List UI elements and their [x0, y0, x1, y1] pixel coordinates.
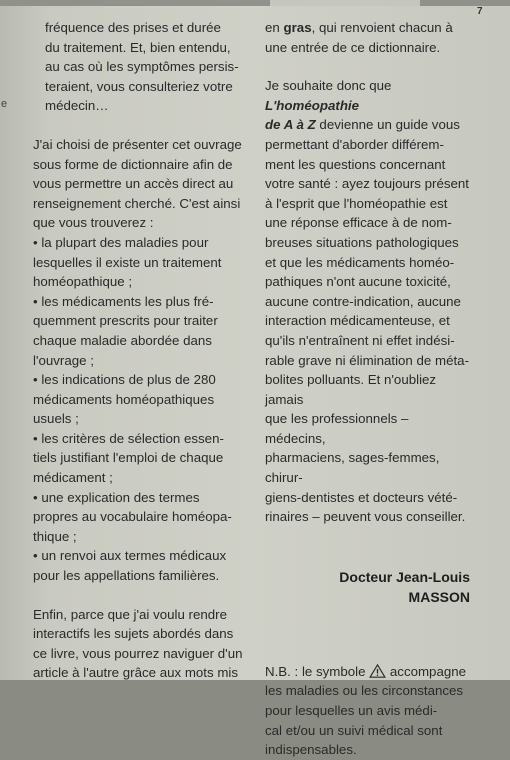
text-line: homéopathique ;: [33, 274, 133, 290]
signature-name: MASSON: [408, 588, 470, 605]
text-line: teraient, vous consulteriez votre: [45, 78, 233, 94]
header-band: [270, 0, 420, 6]
text-line: chaque maladie abordée dans: [33, 332, 212, 348]
list-item: [33, 488, 245, 547]
text-line: giens-dentistes et docteurs vété-: [265, 489, 458, 505]
left-column: [33, 18, 245, 683]
margin-mark: e: [1, 98, 8, 110]
text-line: médecin…: [45, 98, 109, 114]
text-line: que vous trouverez :: [33, 215, 154, 231]
wish-paragraph: [265, 76, 470, 527]
intro-paragraph: [33, 18, 245, 116]
presentation-paragraph: [33, 135, 245, 233]
text-line: au cas où les symptômes persis-: [45, 59, 239, 75]
text-line: une réponse efficace à de nom-: [265, 215, 452, 231]
text-line: [265, 18, 470, 38]
text-line: vous permettre un accès direct au: [33, 176, 234, 192]
text-span: , qui renvoient chacun à: [311, 20, 453, 35]
text-line: ce livre, vous pourrez naviguer d'un: [33, 645, 243, 661]
text-line: fréquence des prises et durée: [45, 20, 221, 35]
list-item: [33, 429, 245, 488]
text-line: ment les questions concernant: [265, 156, 446, 172]
text-line: aucune contre-indication, aucune: [265, 293, 461, 309]
text-line: votre santé : ayez toujours présent: [265, 176, 469, 192]
text-line: rinaires – peuvent vous conseiller.: [265, 509, 466, 525]
signature-line: Docteur Jean-Louis: [339, 568, 470, 585]
text-line: pour les appellations familières.: [33, 568, 220, 584]
text-line: pathiques n'ont aucune toxicité,: [265, 274, 451, 290]
list-item: [33, 370, 245, 429]
text-line: indispensables.: [265, 742, 357, 758]
text-line: thique ;: [33, 528, 77, 544]
top-edge: [0, 0, 510, 6]
nota-bene: [265, 662, 470, 760]
text-line: cal et/ou un suivi médical sont: [265, 722, 443, 738]
text-line: que les professionnels – médecins,: [265, 411, 409, 446]
text-line: interaction médicamenteuse, et: [265, 313, 450, 329]
continuation-paragraph: [265, 18, 470, 57]
text-line: renseignement cherché. C'est ainsi: [33, 195, 241, 211]
text-line: l'ouvrage ;: [33, 352, 94, 368]
text-line: lesquelles il existe un traitement: [33, 254, 222, 270]
text-line: qu'ils n'entraînent ni effet indési-: [265, 332, 455, 348]
bullet-text: • les indications de plus de 280: [33, 372, 216, 388]
text-line: à l'esprit que l'homéopathie est: [265, 195, 448, 211]
text-line: médicaments homéopathiques: [33, 391, 215, 407]
text-line: rable grave ni élimination de méta-: [265, 352, 469, 368]
text-span: devienne un guide vous: [315, 117, 460, 133]
text-line: une entrée de ce dictionnaire.: [265, 39, 441, 55]
text-span: N.B. : le symbole: [265, 663, 370, 679]
text-line: médicament ;: [33, 470, 113, 486]
text-line: interactifs les sujets abordés dans: [33, 626, 234, 642]
text-span: accompagne: [386, 663, 467, 679]
bullet-text: • les médicaments les plus fré-: [33, 293, 214, 309]
text-line: tiels justifiant l'emploi de chaque: [33, 450, 224, 466]
book-title: de A à Z: [265, 117, 316, 133]
bullet-text: • les critères de sélection essen-: [33, 430, 224, 446]
text-line: pour lesquelles un avis médi-: [265, 703, 438, 719]
bullet-text: • la plupart des maladies pour: [33, 234, 209, 250]
text-span: en: [265, 20, 284, 35]
text-line: breuses situations pathologiques: [265, 234, 459, 250]
text-line: [265, 115, 470, 135]
text-line: propres au vocabulaire homéopa-: [33, 509, 232, 525]
list-item: [33, 546, 245, 585]
text-line: les maladies ou les circonstances: [265, 683, 464, 699]
text-line: sous forme de dictionnaire afin de: [33, 156, 233, 172]
text-line: [265, 662, 470, 682]
text-line: article à l'autre grâce aux mots mis: [33, 665, 239, 681]
bullet-text: • un renvoi aux termes médicaux: [33, 548, 227, 564]
closing-paragraph: [33, 605, 245, 683]
bold-keyword: gras: [283, 20, 312, 35]
text-line: quemment prescrits pour traiter: [33, 313, 218, 329]
text-line: J'ai choisi de présenter cet ouvrage: [33, 136, 242, 152]
right-column: [265, 18, 470, 760]
text-line: permettant d'aborder différem-: [265, 136, 444, 152]
warning-triangle-icon: [369, 664, 386, 678]
text-line: Enfin, parce que j'ai voulu rendre: [33, 606, 227, 622]
text-line: usuels ;: [33, 411, 79, 427]
author-signature: [265, 567, 470, 607]
text-span: Je souhaite donc que: [265, 78, 392, 94]
bullet-list: [33, 233, 245, 586]
text-line: du traitement. Et, bien entendu,: [45, 39, 231, 55]
page-number: 7: [477, 6, 483, 17]
list-item: [33, 233, 245, 292]
text-line: [265, 76, 470, 115]
list-item: [33, 292, 245, 370]
text-line: et que les médicaments homéo-: [265, 254, 455, 270]
text-line: bolites polluants. Et n'oubliez jamais: [265, 372, 437, 407]
text-line: pharmaciens, sages-femmes, chirur-: [265, 450, 440, 486]
bullet-text: • une explication des termes: [33, 489, 200, 505]
book-title: L'homéopathie: [265, 97, 360, 113]
